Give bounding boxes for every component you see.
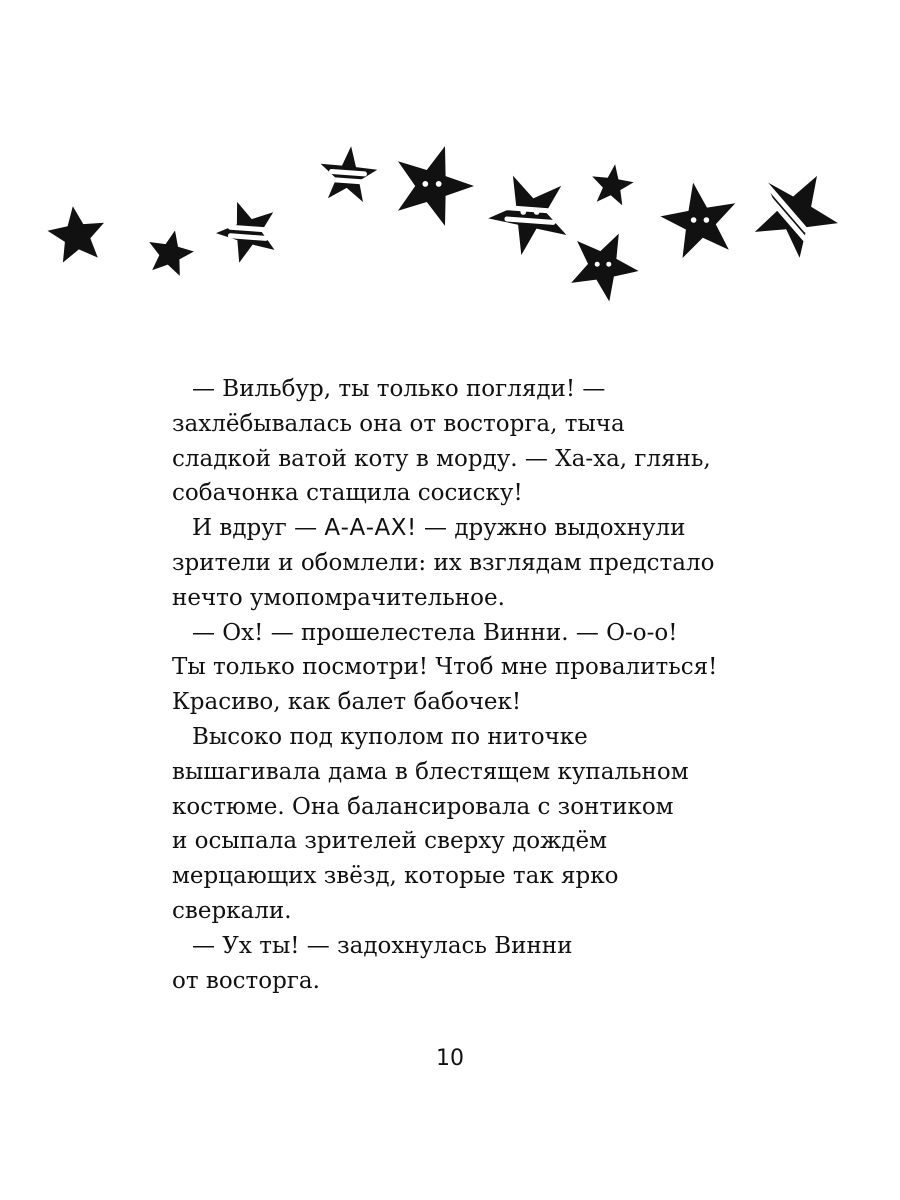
text-line: Красиво, как балет бабочек! [172, 689, 522, 716]
star-stripe [332, 180, 365, 182]
star-icon [321, 146, 378, 202]
text-line: и осыпала зрителей сверху дождём [172, 828, 607, 855]
star-icon [48, 206, 105, 262]
star-eye [534, 209, 540, 215]
star-stripe [332, 172, 365, 174]
star-icon [571, 234, 638, 302]
star-icon [216, 202, 275, 263]
text-line: нечто умопомрачительное. [172, 584, 505, 611]
text-line: собачонка стащила сосиску! [172, 480, 523, 507]
text-line: захлёбывалась она от восторга, тыча [172, 410, 625, 437]
text-line: вышагивала дама в блестящем купальном [172, 758, 689, 785]
star-stripe [230, 227, 265, 230]
star-eye [436, 181, 442, 187]
star-icon [592, 164, 634, 205]
star-eye [691, 217, 697, 223]
star-stripe [507, 208, 553, 211]
text-fragment: И вдруг — [192, 515, 325, 542]
shout-text: А-А-АХ! [324, 515, 417, 542]
story-text [172, 372, 772, 998]
star-icon [149, 231, 194, 276]
star-stripe [507, 219, 553, 222]
star-icon [398, 146, 474, 226]
page-number: 10 [436, 1046, 464, 1071]
star-eye [422, 181, 428, 187]
text-fragment: — дружно выдохнули [416, 515, 686, 542]
stars-illustration [0, 0, 900, 330]
text-line: мерцающих звёзд, которые так ярко [172, 863, 619, 890]
star-stripe [230, 236, 265, 239]
star-eye [704, 217, 710, 223]
text-line: сладкой ватой коту в морду. — Ха-ха, глянь, [172, 445, 711, 472]
text-line: костюме. Она балансировала с зонтиком [172, 793, 674, 820]
text-line-with-shout [172, 511, 772, 546]
text-line: — Ох! — прошелестела Винни. — О-о-о! [192, 619, 678, 646]
star-eye [520, 209, 526, 215]
text-line: — Ух ты! — задохнулась Винни [192, 932, 573, 959]
text-line: от восторга. [172, 967, 320, 994]
star-icon [488, 176, 566, 256]
star-eye [606, 262, 611, 267]
star-eye [595, 262, 600, 267]
text-line: зрители и обомлели: их взглядам предстало [172, 549, 715, 576]
star-icon [755, 176, 838, 258]
text-line: Высоко под куполом по ниточке [192, 723, 588, 750]
text-line: — Вильбур, ты только погляди! — [192, 376, 606, 402]
text-line: Ты только посмотри! Чтоб мне провалиться! [172, 654, 718, 681]
text-line: сверкали. [172, 897, 292, 924]
star-icon [660, 183, 735, 258]
